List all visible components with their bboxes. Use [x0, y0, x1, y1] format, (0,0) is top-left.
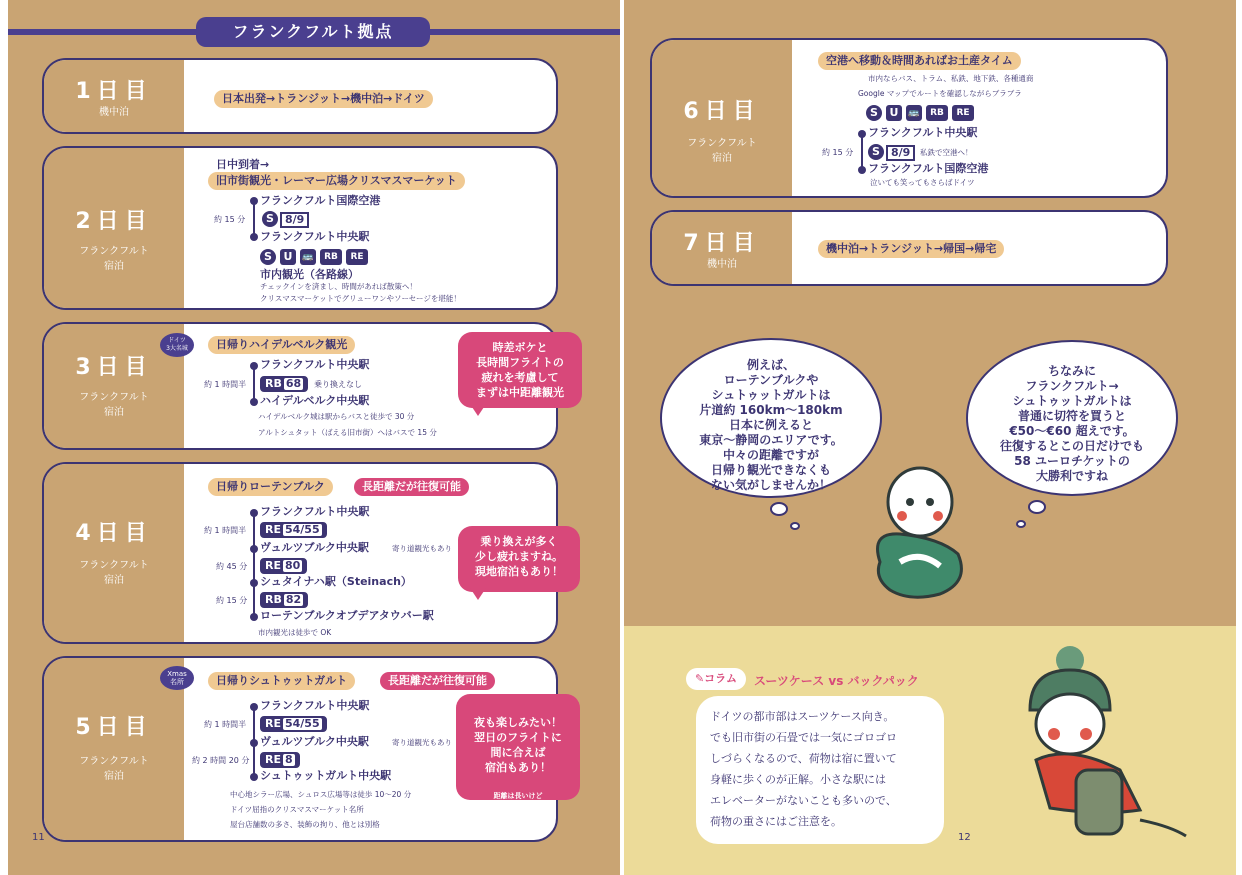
- day-number: 5日目: [75, 715, 153, 740]
- thought-bubble-left: 例えば、 ローテンブルクや シュトゥットガルトは 片道約 160km〜180km 日本に例えると 東京〜静岡のエリアです。 中々の距離ですが 日帰り観光できなくも ない気がしませんか！: [660, 338, 882, 498]
- tip-bubble: 時差ボケと 長時間フライトの 疲れを考慮して まずは中距離観光: [458, 332, 582, 408]
- day-tag: 機中泊→トランジット→帰国→帰宅: [818, 240, 1004, 258]
- pencil-icon: ✎: [694, 672, 705, 685]
- rb-icon: RB: [926, 105, 948, 121]
- travel-time: 約 1 時間半: [204, 380, 247, 389]
- re-line-badge: RE 54/55: [260, 716, 327, 732]
- stop-name: フランクフルト中央駅: [260, 358, 370, 371]
- u-bahn-icon: U: [886, 105, 902, 121]
- re-line-badge: RE 80: [260, 558, 307, 574]
- day-desc: 市内ならバス、トラム、私鉄、地下鉄、各種通商: [868, 74, 1034, 83]
- day-number: 2日目: [75, 209, 153, 234]
- bus-icon: 🚌: [906, 105, 922, 121]
- day-stay: フランクフルト 宿泊: [79, 246, 149, 272]
- stop-name: フランクフルト中央駅: [868, 126, 978, 139]
- stop-name: フランクフルト中央駅: [260, 699, 370, 712]
- stop-dot: [858, 166, 866, 174]
- stop-name: ハイデルベルク中央駅: [260, 394, 370, 407]
- travel-time: 約 45 分: [216, 562, 248, 571]
- travel-time: 約 15 分: [216, 596, 248, 605]
- page-title: フランクフルト拠点: [196, 17, 430, 47]
- day-tag: 日帰りシュトゥットガルト: [208, 672, 355, 690]
- distance-tag: 長距離だが往復可能: [354, 478, 469, 496]
- day-number: 4日目: [75, 521, 153, 546]
- stop-name: フランクフルト国際空港: [868, 162, 989, 175]
- day-tag: 旧市街観光・レーマー広場クリスマスマーケット: [208, 172, 465, 190]
- castle-badge: ドイツ 3大名城: [160, 333, 194, 357]
- s-bahn-icon: S: [866, 105, 882, 121]
- day-stay: フランクフルト 宿泊: [79, 756, 149, 782]
- day-note: クリスマスマーケットでグリューワンやソーセージを堪能！: [260, 294, 461, 303]
- day-card-2: [42, 146, 558, 310]
- stop-dot: [250, 613, 258, 621]
- day-stay: 機中泊: [99, 107, 129, 118]
- stop-dot: [250, 579, 258, 587]
- travel-time: 約 1 時間半: [204, 526, 247, 535]
- re-icon: RE: [952, 105, 974, 121]
- day-note: ドイツ屈指のクリスマスマーケット名所: [230, 805, 364, 814]
- stop-name: フランクフルト中央駅: [260, 230, 370, 243]
- day-note: チェックインを済まし、時間があれば散策へ！: [260, 282, 417, 291]
- stop-name: ローテンブルクオブデアタウバー駅: [260, 609, 434, 622]
- line-note: 乗り換えなし: [314, 380, 362, 389]
- travel-time: 約 1 時間半: [204, 720, 247, 729]
- day-tag: 日帰りローテンブルク: [208, 478, 333, 496]
- day-card-1: [42, 58, 558, 134]
- day-number: 1日目: [75, 79, 153, 104]
- tip-bubble: 乗り換えが多く 少し疲れますね。 現地宿泊もあり！: [458, 526, 580, 592]
- line-number: 8/9: [886, 145, 915, 161]
- tip-bubble: 夜も楽しみたい！ 翌日のフライトに 間に合えば 宿泊もあり！ 距離は長いけど ルートはシンプルだし 使も乗り継ぎです: [456, 694, 580, 800]
- column-body: ドイツの都市部はスーツケース向き。 でも旧市街の石畳では一気にゴロゴロ しづらくなるので、荷物は宿に置いて 身軽に歩くのが正解。小さな駅には エレベーターがないことも多いので、 荷物の重さにはご注意を。: [696, 696, 944, 844]
- stop-name: フランクフルト中央駅: [260, 505, 370, 518]
- re-line-badge: RE 54/55: [260, 522, 327, 538]
- stop-name: ヴュルツブルク中央駅: [260, 735, 369, 748]
- stop-dot: [250, 773, 258, 781]
- re-icon: RE: [346, 249, 368, 265]
- travel-time: 約 2 時間 20 分: [192, 756, 250, 765]
- column-label: ✎コラム: [686, 668, 746, 690]
- u-bahn-icon: U: [280, 249, 296, 265]
- stop-note: 寄り道観光もあり: [392, 738, 452, 747]
- page-number: 11: [32, 832, 45, 843]
- day-pre: 日中到着→: [216, 158, 270, 171]
- travel-time: 約 15 分: [822, 148, 854, 157]
- day-number: 7日目: [683, 231, 761, 256]
- day-note: 市内観光は徒歩で OK: [258, 628, 332, 637]
- thought-bubble-right: ちなみに フランクフルト→ シュトゥットガルトは 普通に切符を買うと €50〜€60 超えです。 往復するとこの日だけでも 58 ユーロチケットの 大勝利ですね: [966, 340, 1178, 496]
- sight-title: 市内観光（各路線）: [260, 268, 359, 281]
- stop-dot: [250, 233, 258, 241]
- day-tag: 日本出発→トランジット→機中泊→ドイツ: [214, 90, 433, 108]
- rb-line-badge: RB 82: [260, 592, 308, 608]
- s-bahn-icon: S: [262, 211, 278, 227]
- day-stay: フランクフルト 宿泊: [79, 392, 149, 418]
- day-stay: フランクフルト 宿泊: [687, 138, 757, 164]
- day-note: ハイデルベルク城は駅からバスと徒歩で 30 分: [258, 412, 415, 421]
- day-note: アルトシュタット（ばえる旧市街）へはバスで 15 分: [258, 428, 437, 437]
- day-desc: Google マップでルートを確認しながらブラブラ: [858, 89, 1022, 98]
- rb-line-badge: RB 68: [260, 376, 308, 392]
- day-number: 6日目: [683, 99, 761, 124]
- day-stay: フランクフルト 宿泊: [79, 560, 149, 586]
- bus-icon: 🚌: [300, 249, 316, 265]
- stop-name: フランクフルト国際空港: [260, 194, 381, 207]
- day-tag: 空港へ移動＆時間あればお土産タイム: [818, 52, 1021, 70]
- day-card-7: [650, 210, 1168, 286]
- day-tag: 日帰りハイデルベルク観光: [208, 336, 355, 354]
- s-bahn-icon: S: [868, 144, 884, 160]
- re-line-badge: RE 8: [260, 752, 300, 768]
- day-number: 3日目: [75, 355, 153, 380]
- s-bahn-icon: S: [260, 249, 276, 265]
- mascot-illustration: [860, 462, 980, 612]
- stop-dot: [250, 739, 258, 747]
- stop-name: シュタイナハ駅（Steinach）: [260, 575, 412, 588]
- traveler-illustration: [990, 640, 1190, 850]
- day-note: 屋台店舗数の多さ、装飾の拘り、他とは別格: [230, 820, 380, 829]
- stop-name: シュトゥットガルト中央駅: [260, 769, 392, 782]
- stop-dot: [250, 545, 258, 553]
- travel-time: 約 15 分: [214, 215, 246, 224]
- stop-note: 寄り道観光もあり: [392, 544, 452, 553]
- distance-tag: 長距離だが往復可能: [380, 672, 495, 690]
- stop-dot: [250, 398, 258, 406]
- line-number: 8/9: [280, 212, 309, 228]
- day-card-6: [650, 38, 1168, 198]
- stop-name: ヴュルツブルク中央駅: [260, 541, 369, 554]
- xmas-badge: Xmas 名所: [160, 666, 194, 690]
- day-stay: 機中泊: [707, 259, 737, 270]
- rb-icon: RB: [320, 249, 342, 265]
- day-note: 中心地シラー広場、シュロス広場等は徒歩 10〜20 分: [230, 790, 412, 799]
- day-note: 泣いても笑ってもさらばドイツ: [870, 178, 975, 187]
- page-number: 12: [958, 832, 971, 843]
- line-note: 私鉄で空港へ！: [920, 148, 973, 157]
- column-title: スーツケース vs バックパック: [754, 674, 919, 688]
